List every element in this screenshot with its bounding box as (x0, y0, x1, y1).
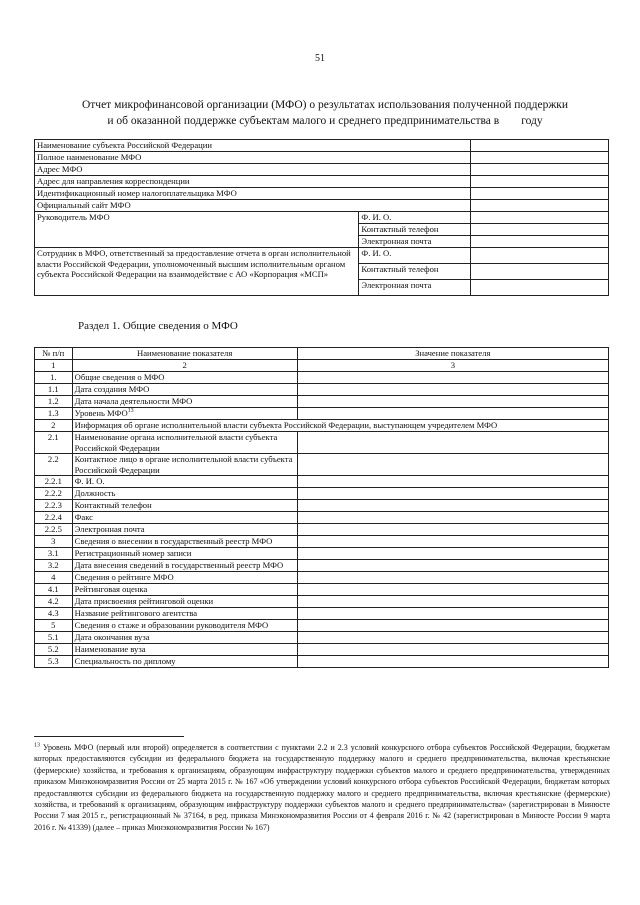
row-indicator (72, 454, 297, 476)
table-row (35, 420, 609, 432)
row-value (297, 500, 608, 512)
row-indicator-text: Рейтинговая оценка (74, 584, 148, 594)
table-row (35, 524, 609, 536)
row-number: 2.1 (35, 432, 73, 454)
row-number: 2 (35, 420, 73, 432)
table-row (35, 656, 609, 668)
row-indicator (72, 608, 297, 620)
head-row (35, 212, 609, 224)
head-field-value (471, 224, 609, 236)
row-indicator (72, 396, 297, 408)
info-value (471, 188, 609, 200)
row-number: 1.1 (35, 384, 73, 396)
info-label: Официальный сайт МФО (35, 200, 471, 212)
row-value (297, 644, 608, 656)
table-row (35, 454, 609, 476)
row-value (297, 536, 608, 548)
row-value (297, 572, 608, 584)
row-number: 1.3 (35, 408, 73, 420)
row-number: 5.3 (35, 656, 73, 668)
row-value (297, 560, 608, 572)
row-indicator-text: Сведения о рейтинге МФО (74, 572, 174, 582)
table-row (35, 408, 609, 420)
info-label: Наименование субъекта Российской Федерации (35, 140, 471, 152)
row-indicator-text: Электронная почта (74, 524, 145, 534)
row-number: 5 (35, 620, 73, 632)
row-indicator-text: Наименование органа исполнительной власти субъекта Российской Федерации (74, 432, 278, 453)
row-indicator (72, 560, 297, 572)
row-indicator (72, 476, 297, 488)
row-number: 4 (35, 572, 73, 584)
row-indicator (72, 548, 297, 560)
employee-field-value (471, 248, 609, 264)
row-number: 2.2.5 (35, 524, 73, 536)
row-indicator-text: Сведения о внесении в государственный реестр МФО (74, 536, 273, 546)
table-row (35, 432, 609, 454)
row-value (297, 384, 608, 396)
row-indicator (72, 584, 297, 596)
table-row (35, 644, 609, 656)
row-indicator-text: Сведения о стаже и образовании руководителя МФО (74, 620, 269, 630)
row-indicator (72, 620, 297, 632)
general-info-table (34, 347, 609, 668)
row-value (297, 656, 608, 668)
table-row (35, 512, 609, 524)
row-number: 2.2.4 (35, 512, 73, 524)
row-indicator-text: Уровень МФО (74, 408, 128, 418)
info-label: Идентификационный номер налогоплательщика МФО (35, 188, 471, 200)
table-row (35, 384, 609, 396)
row-number: 4.3 (35, 608, 73, 620)
row-number: 2.2.3 (35, 500, 73, 512)
row-value (297, 432, 608, 454)
footnote-divider (34, 736, 184, 737)
title-line-2-end: году (521, 115, 543, 127)
header-cell-name: Наименование показателя (72, 348, 297, 360)
row-indicator (72, 572, 297, 584)
info-row (35, 164, 609, 176)
row-indicator (72, 420, 608, 432)
row-number: 3 (35, 536, 73, 548)
mfo-info-table (34, 139, 609, 296)
footnote-text: Уровень МФО (первый или второй) определяется в соответствии с пунктами 2.2 и 2.3 условий конкурсного отбора субъектов Российской Федерации, бюджетам которых предоставляются субсидии из федерального бюджета на государственную поддержку малого и среднего предпринимательства, включая крестьянские (фермерские) хозяйства, и требования к организациям, образующим инфраструктуру поддержки субъектов малого и среднего предпринимательства, утвержденных приказом Минэкономразвития России от 25 марта 2015 г. № 167 «Об утверждении условий конкурсного отбора субъектов Российской Федерации, бюджетам которых предоставляются субсидии из федерального бюджета на государственную поддержку малого и среднего предпринимательства, включая крестьянские (фермерские) хозяйства, и требований к организациям, образующим инфраструктуру поддержки субъектов малого и среднего предпринимательства» (зарегистрирован в Минюсте России 7 мая 2015 г., регистрационный № 37164, в ред. приказа Минэкономразвития России от 4 февраля 2016 г. № 42 (зарегистрирован в Минюсте России 9 марта 2016 г. № 41339) (далее – приказ Минэкономразвития России № 167) (34, 743, 610, 832)
head-field-label: Контактный телефон (359, 224, 471, 236)
report-title (40, 97, 610, 129)
row-number: 5.2 (35, 644, 73, 656)
header-row (35, 348, 609, 360)
row-number: 5.1 (35, 632, 73, 644)
row-value (297, 548, 608, 560)
info-row (35, 140, 609, 152)
row-indicator (72, 408, 297, 420)
row-value (297, 512, 608, 524)
employee-field-label: Контактный телефон (359, 264, 471, 280)
row-indicator (72, 500, 297, 512)
employee-label: Сотрудник в МФО, ответственный за предоставление отчета в орган исполнительной власти Российской Федерации, уполномоченный высшим исполнительным органом субъекта Российской Федерации на взаимодействие с АО «Корпорация «МСП» (35, 248, 359, 296)
row-indicator-text: Контактный телефон (74, 500, 152, 510)
row-value (297, 608, 608, 620)
row-indicator (72, 656, 297, 668)
employee-field-label: Ф. И. О. (359, 248, 471, 264)
info-label: Адрес для направления корреспонденции (35, 176, 471, 188)
info-row (35, 200, 609, 212)
table-row (35, 372, 609, 384)
row-indicator-text: Специальность по диплому (74, 656, 176, 666)
info-label: Полное наименование МФО (35, 152, 471, 164)
row-number: 4.1 (35, 584, 73, 596)
page-number: 51 (315, 53, 325, 64)
table-row (35, 620, 609, 632)
row-indicator-text: Регистрационный номер записи (74, 548, 192, 558)
table-row (35, 500, 609, 512)
row-indicator-text: Название рейтингового агентства (74, 608, 198, 618)
row-indicator-text: Дата присвоения рейтинговой оценки (74, 596, 214, 606)
row-indicator-text: Дата начала деятельности МФО (74, 396, 193, 406)
info-value (471, 200, 609, 212)
info-label: Адрес МФО (35, 164, 471, 176)
table-row (35, 596, 609, 608)
row-number: 4.2 (35, 596, 73, 608)
row-indicator (72, 512, 297, 524)
row-indicator-text: Наименование вуза (74, 644, 146, 654)
info-row (35, 176, 609, 188)
footnote (34, 742, 610, 833)
row-number: 3.1 (35, 548, 73, 560)
employee-field-value (471, 280, 609, 296)
info-row (35, 152, 609, 164)
row-value (297, 620, 608, 632)
row-indicator (72, 524, 297, 536)
header-cell-value: Значение показателя (297, 348, 608, 360)
title-line-1: Отчет микрофинансовой организации (МФО) о результатах использования полученной поддержки (81, 99, 569, 111)
row-value (297, 396, 608, 408)
info-value (471, 176, 609, 188)
employee-row (35, 248, 609, 264)
row-indicator (72, 632, 297, 644)
head-field-value (471, 236, 609, 248)
row-indicator-text: Дата окончания вуза (74, 632, 150, 642)
row-indicator (72, 536, 297, 548)
head-field-label: Ф. И. О. (359, 212, 471, 224)
row-number: 3.2 (35, 560, 73, 572)
table-row (35, 488, 609, 500)
table-row (35, 396, 609, 408)
head-label: Руководитель МФО (35, 212, 359, 248)
row-value (297, 454, 608, 476)
info-row (35, 188, 609, 200)
header-cell-num: № п/п (35, 348, 73, 360)
table-row (35, 572, 609, 584)
footnote-marker: 13 (34, 742, 40, 749)
row-indicator-text: Контактное лицо в органе исполнительной власти субъекта Российской Федерации (74, 454, 293, 475)
table-row (35, 584, 609, 596)
footnote-ref: 13 (127, 408, 134, 415)
row-number: 1.2 (35, 396, 73, 408)
info-value (471, 152, 609, 164)
row-number: 2.2.1 (35, 476, 73, 488)
table-row (35, 608, 609, 620)
row-value (297, 476, 608, 488)
row-indicator (72, 384, 297, 396)
row-indicator-text: Должность (74, 488, 116, 498)
row-value (297, 596, 608, 608)
table-row (35, 560, 609, 572)
row-value (297, 632, 608, 644)
table-row (35, 548, 609, 560)
row-indicator-text: Ф. И. О. (74, 476, 105, 486)
info-value (471, 164, 609, 176)
row-indicator (72, 488, 297, 500)
row-indicator-text: Информация об органе исполнительной власти субъекта Российской Федерации, выступающем учредителем МФО (74, 420, 498, 430)
column-number-row (35, 360, 609, 372)
row-value (297, 524, 608, 536)
row-indicator-text: Дата создания МФО (74, 384, 150, 394)
head-field-value (471, 212, 609, 224)
section-title: Раздел 1. Общие сведения о МФО (78, 320, 238, 332)
employee-field-label: Электронная почта (359, 280, 471, 296)
col-number-1: 1 (35, 360, 73, 372)
row-indicator-text: Факс (74, 512, 93, 522)
row-indicator-text: Общие сведения о МФО (74, 372, 165, 382)
row-value (297, 372, 608, 384)
title-line-2: и об оказанной поддержке субъектам малого и среднего предпринимательства в (107, 115, 500, 127)
row-indicator (72, 372, 297, 384)
head-field-label: Электронная почта (359, 236, 471, 248)
row-indicator (72, 596, 297, 608)
employee-field-value (471, 264, 609, 280)
table-row (35, 536, 609, 548)
row-value (297, 408, 608, 420)
row-indicator (72, 432, 297, 454)
table-row (35, 632, 609, 644)
row-number: 2.2.2 (35, 488, 73, 500)
col-number-3: 3 (297, 360, 608, 372)
row-value (297, 584, 608, 596)
col-number-2: 2 (72, 360, 297, 372)
info-value (471, 140, 609, 152)
table-row (35, 476, 609, 488)
row-indicator-text: Дата внесения сведений в государственный реестр МФО (74, 560, 284, 570)
row-number: 1. (35, 372, 73, 384)
row-indicator (72, 644, 297, 656)
row-value (297, 488, 608, 500)
row-number: 2.2 (35, 454, 73, 476)
